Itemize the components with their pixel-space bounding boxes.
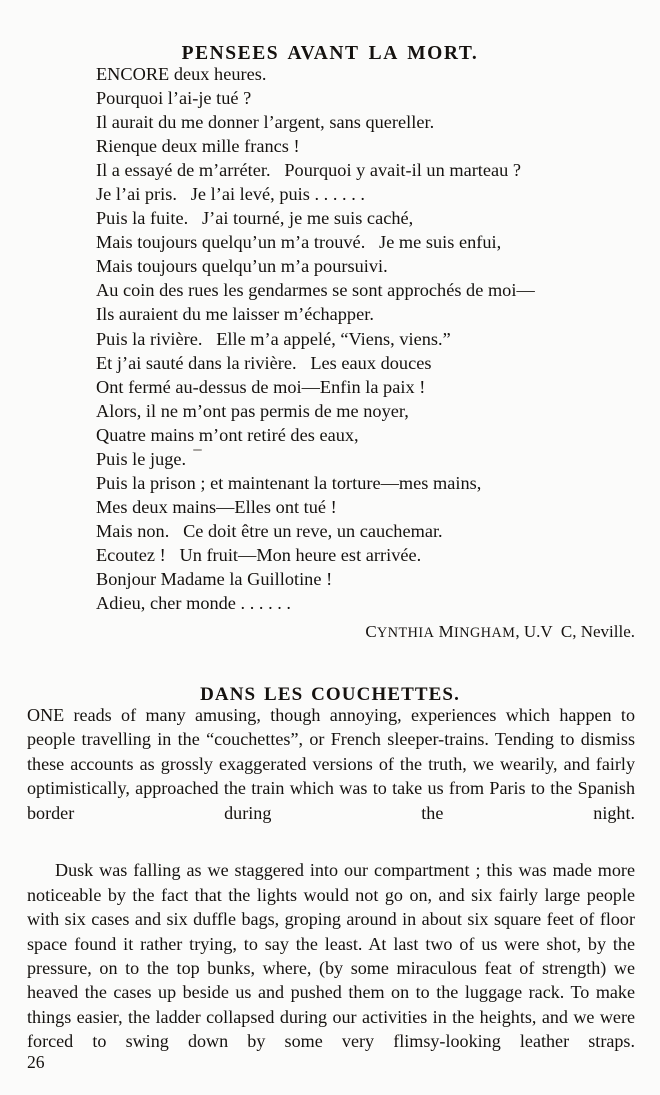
poem-line: Puis le juge. <box>96 448 187 469</box>
author-affiliation: , U.V C, Neville. <box>515 622 635 641</box>
author-last-initial: M <box>438 622 455 641</box>
poem-line: Mes deux mains—Elles ont tué ! <box>96 496 337 517</box>
poem-line: Mais toujours quelqu’un m’a trouvé. Je me suis enfui, <box>96 232 502 253</box>
poem-line: ENCORE deux heures. <box>96 64 267 84</box>
scan-artifact-mark <box>193 449 202 451</box>
poem-line: Et j’ai sauté dans la rivière. Les eaux douces <box>96 352 432 373</box>
poem-line: Pourquoi l’ai-je tué ? <box>96 88 252 109</box>
poem-line: Ecoutez ! Un fruit—Mon heure est arrivée. <box>96 544 422 565</box>
poem-line: Adieu, cher monde . . . . . . <box>96 593 292 614</box>
prose-paragraph: Dusk was falling as we staggered into our compartment ; this was made more noticeable by the fact that the lights would not go on, and six fairly large people with six cases and six duffle bags, groping around in about six square feet of floor space found it rather trying, to say the least. At last two of us were shot, by the pressure, on to the top bunks, where, (by some miraculous feat of strength) we heaved the cases up beside us and pushed them on to the luggage rack. To make things easier, the ladder collapsed during our activities in the heights, and we were forced to swing down by some very flimsy-looking leather straps. <box>27 860 635 1052</box>
poem-line: Bonjour Madame la Guillotine ! <box>96 568 333 589</box>
poem-line: Ils auraient du me laisser m’échapper. <box>96 304 374 325</box>
poem-line: Alors, il ne m’ont pas permis de me noyer, <box>96 400 409 421</box>
author-first-rest: YNTHIA <box>377 625 435 641</box>
poem-line: Puis la rivière. Elle m’a appelé, “Viens, viens.” <box>96 328 451 349</box>
prose-body <box>27 703 635 1078</box>
poem-line: Il aurait du me donner l’argent, sans quereller. <box>96 112 435 133</box>
poem-line: Ont fermé au-dessus de moi—Enfin la paix ! <box>96 376 426 397</box>
poem-body <box>96 62 641 615</box>
poem-line: Puis la prison ; et maintenant la torture—mes mains, <box>96 472 482 493</box>
author-first-initial: C <box>365 622 377 641</box>
prose-paragraph: ONE reads of many amusing, though annoying, experiences which happen to people travelling in the “couchettes”, or French sleeper-trains. Tending to dismiss these accounts as grossly exaggerated versions of the truth, we wearily, and fairly optimistically, approached the train which was to take us from Paris to the Spanish border during the night. <box>27 705 635 823</box>
prose-title: DANS LES COUCHETTES. <box>200 683 460 705</box>
poem-line: Il a essayé de m’arréter. Pourquoi y avait-il un marteau ? <box>96 160 522 181</box>
poem-title: PENSEES AVANT LA MORT. <box>181 43 479 65</box>
poem-line: Mais non. Ce doit être un reve, un cauchemar. <box>96 520 443 541</box>
poem-line: Puis la fuite. J’ai tourné, je me suis caché, <box>96 208 414 229</box>
poem-line: Mais toujours quelqu’un m’a poursuivi. <box>96 256 388 277</box>
poem-line: Au coin des rues les gendarmes se sont approchés de moi— <box>96 280 535 301</box>
poem-line: Quatre mains m’ont retiré des eaux, <box>96 424 359 445</box>
page-number: 26 <box>27 1052 45 1072</box>
author-last-rest: INGHAM <box>454 625 516 641</box>
poem-line: Je l’ai pris. Je l’ai levé, puis . . . . . . <box>96 184 365 205</box>
poem-attribution <box>0 622 635 642</box>
poem-line: Rienque deux mille francs ! <box>96 136 300 157</box>
